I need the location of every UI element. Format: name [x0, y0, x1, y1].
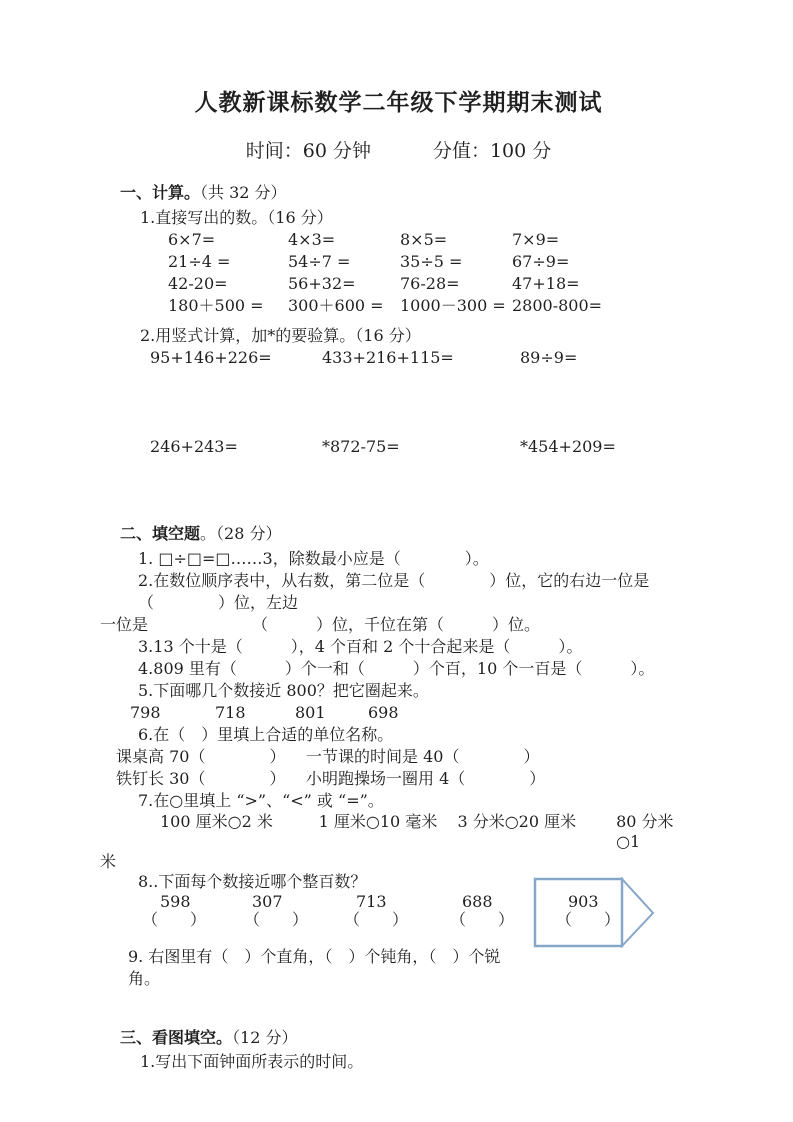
unit-blank-item: 一节课的时间是 40（ ）	[306, 747, 540, 766]
paren-blank: （ ）	[450, 910, 515, 929]
paren-blank: （ ）	[344, 910, 409, 929]
question-3: 3.13 个十是（ ），4 个百和 2 个十合起来是（ ）。	[138, 637, 583, 656]
question-9: 9. 右图里有（ ）个直角，（ ）个钝角，（ ）个锐角。	[128, 947, 501, 988]
calc-row	[100, 295, 697, 317]
math-problem: 1000－300 =	[400, 296, 506, 315]
figure-triangle	[622, 879, 653, 946]
calc-row	[100, 229, 697, 251]
page-title: 人教新课标数学二年级下学期期末测试	[194, 90, 603, 116]
math-problem: 180＋500 =	[168, 296, 264, 315]
compare-item: 100 厘米○2 米	[160, 812, 273, 831]
paren-blank: （ ）	[556, 910, 621, 929]
math-problem: 2800-800=	[512, 296, 603, 315]
compare-item: 80 分米○1	[616, 812, 674, 851]
section3-question-1: 1.写出下面钟面所表示的时间。	[140, 1052, 364, 1071]
question-5: 5.下面哪几个数接近 800？把它圈起来。	[138, 681, 429, 700]
math-problem: 21÷4 =	[168, 252, 231, 271]
unit-blank-item: 课桌高 70（ ）	[116, 747, 286, 766]
number-item: 713	[356, 892, 387, 911]
math-problem: 42-20=	[168, 274, 228, 293]
unit-blank-item: 小明跑操场一圈用 4（ ）	[306, 769, 546, 788]
math-problem: 76-28=	[400, 274, 460, 293]
number-item: 801	[295, 703, 326, 722]
number-item: 598	[160, 892, 191, 911]
math-problem: 8×5=	[400, 230, 448, 249]
question-6-row1	[100, 746, 697, 768]
question-4: 4.809 里有（ ）个一和（ ）个百，10 个一百是（ ）。	[138, 659, 655, 678]
question-6-row2	[100, 768, 697, 790]
compare-item: 3 分米○20 厘米	[457, 812, 577, 831]
number-item: 307	[252, 892, 283, 911]
question-8: 8..下面每个数接近哪个整百数？	[138, 872, 367, 891]
number-item: 698	[368, 703, 399, 722]
math-problem: 95+146+226=	[150, 348, 272, 367]
section1-heading	[100, 182, 697, 204]
number-item: 688	[462, 892, 493, 911]
question-2-line1: 2.在数位顺序表中，从右数，第二位是（ ）位，它的右边一位是（ ）位，左边	[138, 571, 650, 612]
math-problem: 35÷5 =	[400, 252, 463, 271]
math-problem: 7×9=	[512, 230, 560, 249]
angles-figure	[533, 877, 657, 949]
math-problem: 67÷9=	[512, 252, 570, 271]
math-problem: 4×3=	[288, 230, 336, 249]
section2-heading-label: 二、填空题	[120, 524, 201, 543]
math-problem: 89÷9=	[520, 348, 578, 367]
math-problem: 300＋600 =	[288, 296, 384, 315]
paren-blank: （ ）	[244, 910, 309, 929]
math-problem: 56+32=	[288, 274, 356, 293]
question-7-items	[100, 812, 697, 852]
vertical-calc-row	[100, 347, 697, 369]
question-5-numbers	[100, 702, 697, 724]
unit-blank-item: 铁钉长 30（ ）	[116, 769, 286, 788]
calc-row	[100, 251, 697, 273]
number-item: 798	[130, 703, 161, 722]
section1-part1-heading: 1.直接写出的数。（16 分）	[140, 208, 333, 227]
time-text: 时间：60 分钟	[245, 140, 371, 162]
section3-heading	[100, 1027, 697, 1049]
paren-blank: （ ）	[142, 910, 207, 929]
math-problem: 47+18=	[512, 274, 580, 293]
question-6: 6.在（ ）里填上合适的单位名称。	[138, 725, 394, 744]
score-text: 分值：100 分	[432, 140, 552, 162]
math-problem: 54÷7 =	[288, 252, 351, 271]
number-item: 718	[215, 703, 246, 722]
question-1: 1. □÷□=□……3，除数最小应是（ ）。	[138, 549, 489, 568]
section3-heading-label: 三、看图填空。	[120, 1028, 233, 1047]
question-7-wrap-text: 米	[100, 852, 117, 871]
question-2-line2: 一位是 （ ）位，千位在第（ ）位。	[100, 615, 541, 634]
section1-part2-heading: 2.用竖式计算，加*的要验算。（16 分）	[140, 326, 421, 345]
question-7: 7.在○里填上 “>”、“<” 或 “=”。	[138, 791, 384, 810]
section1-heading-label: 一、计算。	[120, 183, 201, 202]
math-problem: *454+209=	[520, 437, 616, 456]
section2-heading-points: 。（28 分）	[200, 524, 282, 543]
section3-heading-points: （12 分）	[232, 1028, 298, 1047]
vertical-calc-row	[100, 436, 697, 458]
math-problem: 433+216+115=	[322, 348, 454, 367]
figure-square	[535, 879, 622, 946]
section2-heading	[100, 523, 697, 545]
compare-item: 1 厘米○10 毫米	[318, 812, 438, 831]
calc-row	[100, 273, 697, 295]
math-problem: *872-75=	[322, 437, 400, 456]
section1-heading-points: （共 32 分）	[200, 183, 287, 202]
math-problem: 246+243=	[150, 437, 238, 456]
number-item: 903	[568, 892, 599, 911]
math-problem: 6×7=	[168, 230, 216, 249]
meta-line	[100, 138, 697, 164]
